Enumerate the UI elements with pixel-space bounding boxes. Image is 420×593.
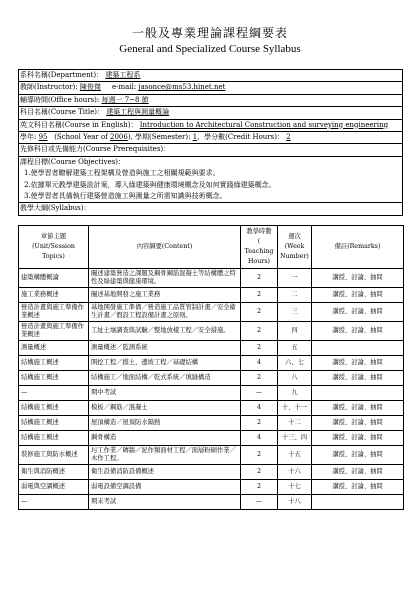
course-english-value: Introduction to Architectural Construction and surveying engineering — [139, 120, 389, 129]
cell-hours: 4 — [241, 431, 278, 446]
cell-content: 屋頂構造／屋頂防水隔熱 — [89, 416, 241, 431]
school-year-label: (School Year of — [54, 132, 108, 141]
cell-week: 十五 — [278, 446, 312, 465]
cell-topic: 建築構體概論 — [19, 269, 89, 288]
cell-hours: 2 — [241, 303, 278, 322]
year-label: 學年: — [20, 132, 37, 141]
instructor-row — [19, 82, 402, 94]
cell-topic: 衛生與消防概述 — [19, 465, 89, 480]
cell-hours: 2 — [241, 371, 278, 386]
cell-remarks: 講授、討論、抽問 — [312, 322, 404, 341]
prerequisites-row: 先修科目或先備能力(Course Prerequisites)： — [19, 144, 402, 156]
cell-week: 一 — [278, 269, 312, 288]
school-year-value: 2006 — [110, 132, 128, 141]
table-row — [19, 446, 404, 465]
cell-hours: 4 — [241, 401, 278, 416]
cell-remarks: 講授、討論、抽問 — [312, 371, 404, 386]
page-title: 一般及專業理論課程綱要表 — [131, 26, 288, 40]
semester-value: 1 — [192, 132, 198, 141]
cell-topic: 結構施工概述 — [19, 356, 89, 371]
cell-week: 六、七 — [278, 356, 312, 371]
department-label: 系科名稱(Department)： — [20, 71, 104, 79]
cell-content: 模板／鋼筋／混凝土 — [89, 401, 241, 416]
table-row — [19, 480, 404, 495]
table-row — [19, 431, 404, 446]
cell-hours: — — [241, 386, 278, 401]
table-row — [19, 269, 404, 288]
cell-content: 基地開發施工準備／營造施工品質管制計畫／安全衛生計畫／假設工程設備計畫之原則。 — [89, 303, 241, 322]
school-year-row — [19, 132, 402, 144]
page-title-english: General and Specialized Course Syllabus — [119, 43, 301, 55]
cell-topic: 施工業務概述 — [19, 288, 89, 303]
cell-hours: 2 — [241, 322, 278, 341]
cell-topic: 弱電與空調概述 — [19, 480, 89, 495]
email-value[interactable]: jasonce@ms53.hinet.net — [138, 83, 226, 92]
cell-content: 闡述基地開發之施工業務 — [89, 288, 241, 303]
cell-content: 鋼骨構造 — [89, 431, 241, 446]
objectives-block — [19, 157, 402, 204]
table-header-row — [19, 226, 404, 269]
cell-week: 十、十一 — [278, 401, 312, 416]
instructor-value: 陳俊傑 — [79, 83, 101, 92]
cell-topic: — — [19, 386, 89, 401]
cell-topic: — — [19, 495, 89, 510]
cell-week: 三 — [278, 303, 312, 322]
cell-content: 期末考試 — [89, 495, 241, 510]
cell-content: 圬工作業／磚牆／泥作類面材工程／面層粉刷作業／木作工程。 — [89, 446, 241, 465]
cell-week: 八 — [278, 371, 312, 386]
cell-hours: 2 — [241, 480, 278, 495]
department-value: 建築工程系 — [105, 71, 141, 79]
cell-week: 十二 — [278, 416, 312, 431]
cell-topic: 測量概述 — [19, 341, 89, 356]
cell-content: 工址土壤調查與試驗／整地放樣工程／安全措施。 — [89, 322, 241, 341]
cell-topic: 結構施工概述 — [19, 416, 89, 431]
syllabus-label: 教學大綱(Syllabus)： — [20, 204, 91, 213]
table-row — [19, 401, 404, 416]
cell-remarks: 講授、討論、抽問 — [312, 303, 404, 322]
cell-topic: 營造計畫與施工準備作業概述 — [19, 322, 89, 341]
table-row — [19, 495, 404, 510]
cell-topic: 裝修施工與防水概述 — [19, 446, 89, 465]
header-hours: 教學時數 ( Teaching Hours) — [241, 226, 278, 269]
syllabus-table — [18, 225, 404, 510]
cell-remarks: 講授、討論、抽問 — [312, 465, 404, 480]
course-english-row — [19, 120, 402, 132]
cell-hours: 2 — [241, 446, 278, 465]
course-english-label: 英文科目名稱(Course in English)： — [20, 120, 138, 129]
cell-remarks: 講授、討論、抽問 — [312, 416, 404, 431]
cell-content: 測量概述／監測系統 — [89, 341, 241, 356]
cell-topic: 結構施工概述 — [19, 401, 89, 416]
cell-week: 十八 — [278, 495, 312, 510]
cell-remarks — [312, 341, 404, 356]
department-row — [19, 70, 402, 82]
cell-hours: 2 — [241, 465, 278, 480]
table-row — [19, 465, 404, 480]
table-row — [19, 416, 404, 431]
cell-hours: 2 — [241, 416, 278, 431]
cell-topic: 結構施工概述 — [19, 431, 89, 446]
cell-content: 期中考試 — [89, 386, 241, 401]
table-row — [19, 341, 404, 356]
cell-remarks: 講授、討論、抽問 — [312, 356, 404, 371]
credit-label: 、學分數(Credit Hours)： — [197, 132, 284, 141]
office-hours-label: 輔導時間(Office hours): — [20, 95, 100, 104]
instructor-label: 教師(Instructor): — [20, 83, 78, 92]
header-week: 週次 (Week Number) — [278, 226, 312, 269]
cell-week: 十三、四 — [278, 431, 312, 446]
office-hours-row — [19, 95, 402, 107]
header-topic: 章節主題 (Unit/Session Topics) — [19, 226, 89, 269]
cell-topic: 營造計畫與施工準備作業概述 — [19, 303, 89, 322]
header-remarks: 備註(Remarks) — [312, 226, 404, 269]
objective-item: 3.使學習者具備執行建築營造施工與測量之所需知識與技術概念。 — [24, 191, 227, 200]
course-info-box — [18, 69, 403, 216]
office-hours-value: 每週一 7~8 節 — [101, 95, 149, 104]
cell-content: 開挖工程／擋土、邊坡工程／基礎結構 — [89, 356, 241, 371]
cell-week: 十六 — [278, 465, 312, 480]
cell-hours: 4 — [241, 356, 278, 371]
cell-hours: 2 — [241, 341, 278, 356]
cell-content: 衛生設備消防設備概述 — [89, 465, 241, 480]
semester-label: ), 學期(Semester): — [127, 132, 191, 141]
table-row — [19, 371, 404, 386]
credit-value: 2 — [286, 132, 291, 141]
course-title-row — [19, 107, 402, 119]
cell-week: 二 — [278, 288, 312, 303]
email-label: e-mail: — [112, 83, 137, 92]
cell-remarks — [312, 495, 404, 510]
objectives-label: 課程目標(Course Objectives)： — [20, 157, 126, 166]
cell-week: 十七 — [278, 480, 312, 495]
objective-item: 1.使學習者瞭解建築工程架構及營造與施工之相關規範與要求。 — [24, 169, 220, 178]
course-title-value: 建築工程與測量概論 — [106, 108, 170, 117]
cell-content: 闡述建築營造之課題及鋼骨鋼筋混凝土等結構體之特性及綠建築與健康環境。 — [89, 269, 241, 288]
objective-item: 2.依據單元教學建築設計案，導入綠建築與健康環境概念及如何實踐綠建築概念。 — [24, 180, 276, 189]
cell-remarks — [312, 386, 404, 401]
year-value: 95 — [38, 132, 48, 141]
cell-content: 結構施工／地面結構／乾式系統／填縫構造 — [89, 371, 241, 386]
table-row — [19, 288, 404, 303]
course-title-label: 科目名稱(Course Title)： — [20, 108, 104, 117]
cell-remarks: 講授、討論、抽問 — [312, 401, 404, 416]
header-content: 內容綱要(Content) — [89, 226, 241, 269]
cell-content: 弱電設備空調設備 — [89, 480, 241, 495]
cell-hours: 2 — [241, 269, 278, 288]
cell-hours: 2 — [241, 288, 278, 303]
cell-topic: 結構施工概述 — [19, 371, 89, 386]
cell-hours: — — [241, 495, 278, 510]
cell-remarks: 講授、討論、抽問 — [312, 431, 404, 446]
cell-week: 四 — [278, 322, 312, 341]
table-row — [19, 303, 404, 322]
cell-remarks: 講授、討論、抽問 — [312, 446, 404, 465]
table-row — [19, 386, 404, 401]
table-row — [19, 322, 404, 341]
cell-remarks: 講授、討論、抽問 — [312, 288, 404, 303]
cell-week: 五 — [278, 341, 312, 356]
table-row — [19, 356, 404, 371]
cell-remarks: 講授、討論、抽問 — [312, 269, 404, 288]
cell-remarks: 講授、討論、抽問 — [312, 480, 404, 495]
cell-week: 九 — [278, 386, 312, 401]
